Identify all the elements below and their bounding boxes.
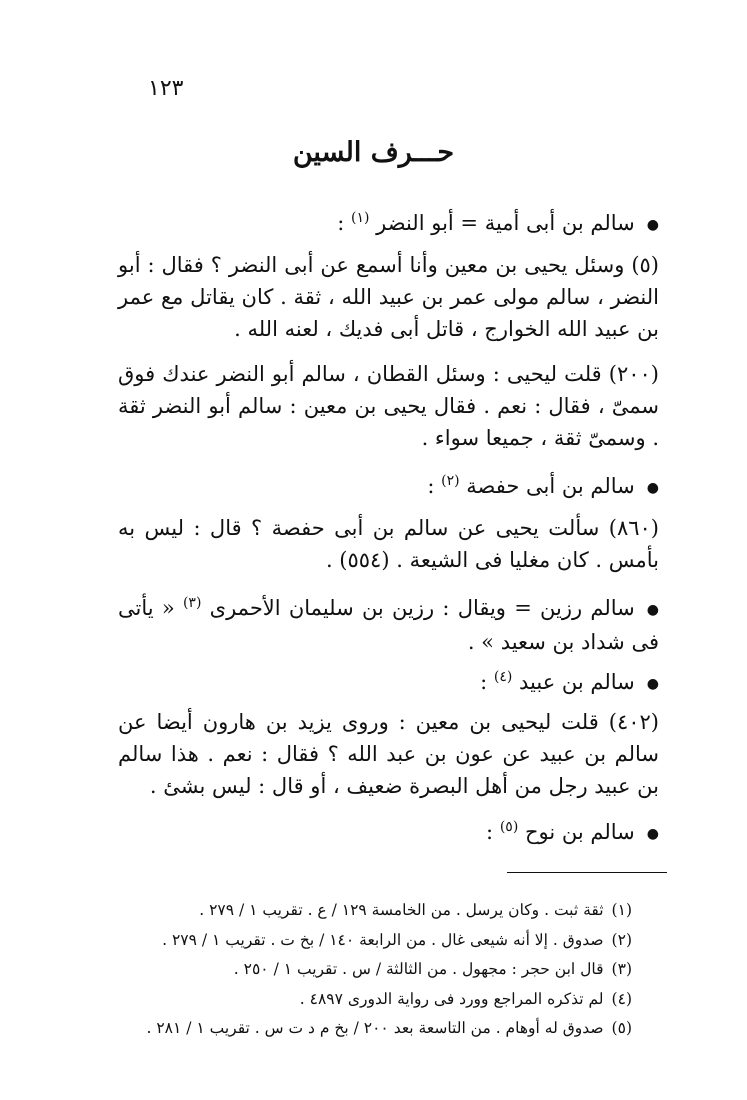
footnote — [120, 1014, 632, 1044]
footnote-ref: (٥) — [499, 819, 519, 835]
paragraph-number: (٥) — [631, 253, 659, 277]
paragraph — [118, 358, 659, 454]
entry-name: سالم بن أبى حفصة — [466, 474, 635, 498]
footnote — [120, 926, 632, 956]
footnote — [120, 955, 632, 985]
paragraph-number: (٢٠٠) — [608, 362, 659, 386]
footnote-marker: (٥) — [611, 1019, 632, 1037]
paragraph-number: (٨٦٠) — [608, 516, 659, 540]
footnote-divider — [507, 872, 667, 873]
bullet-icon: ● — [646, 216, 659, 233]
paragraph-text: وسئل يحيى بن معين وأنا أسمع عن أبى النضر ؟ فقال : أبو النضر ، سالم مولى عمر بن عبيد الله ، ثقة . كان يقاتل مع عمر بن عبيد الله الخوارج ، قاتل أبى فديك ، لعنه الله . — [118, 253, 659, 341]
footnote-text: ثقة ثبت . وكان يرسل . من الخامسة ١٢٩ / ع . تقريب ١ / ٢٧٩ . — [199, 901, 604, 919]
paragraph-text: قلت ليحيى بن معين : وروى يزيد بن هارون أيضا عن سالم بن عبيد عن عون بن عبد الله ؟ فقال : نعم . هذا سالم بن عبيد رجل من أهل البصرة ضعيف ، أو قال : ليس بشئ . — [118, 710, 659, 798]
entry-name: سالم بن أبى أمية = أبو النضر — [376, 211, 635, 235]
entry-heading — [120, 662, 659, 699]
footnote — [120, 985, 632, 1015]
entry-name: سالم رزين = ويقال : رزين بن سليمان الأحمرى — [209, 596, 635, 620]
entry-tail: : — [427, 474, 435, 498]
entry-heading — [120, 466, 659, 503]
footnote-marker: (١) — [611, 901, 632, 919]
entry-name: سالم بن عبيد — [519, 670, 635, 694]
entry-tail: : — [480, 670, 488, 694]
footnote-marker: (٣) — [611, 960, 632, 978]
footnote — [120, 896, 632, 926]
entry-tail: : — [337, 211, 345, 235]
paragraph-number: (٤٠٢) — [608, 710, 659, 734]
footnotes — [120, 896, 632, 1044]
chapter-title: حـــرف السين — [292, 137, 455, 168]
footnote-ref: (٣) — [182, 595, 202, 611]
footnote-text: قال ابن حجر : مجهول . من الثالثة / س . تقريب ١ / ٢٥٠ . — [233, 960, 604, 978]
entry-heading — [118, 587, 659, 658]
entry-tail: : — [486, 820, 494, 844]
bullet-icon: ● — [646, 675, 659, 692]
page-number: ١٢٣ — [148, 76, 184, 101]
entry-tail: « يأتى فى شداد بن سعيد » . — [118, 596, 659, 654]
entry-name: سالم بن نوح — [524, 820, 635, 844]
paragraph — [118, 706, 659, 802]
footnote-marker: (٢) — [611, 930, 632, 949]
bullet-icon: ● — [646, 601, 659, 618]
entry-heading — [120, 812, 659, 849]
entry-heading — [120, 203, 659, 240]
paragraph — [118, 249, 659, 345]
footnote-ref: (٢) — [441, 473, 460, 489]
paragraph-text: سألت يحيى عن سالم بن أبى حفصة ؟ قال : ليس به بأمس . كان مغليا فى الشيعة . (٥٥٤) . — [118, 516, 659, 572]
footnote-ref: (٤) — [493, 669, 513, 685]
paragraph-text: قلت ليحيى : وسئل القطان ، سالم أبو النضر عندك فوق سمىّ ، فقال : نعم . فقال يحيى بن معين : سالم أبو النضر ثقة . وسمىّ ثقة ، جميعا سواء . — [118, 362, 659, 450]
footnote-marker: (٤) — [611, 989, 632, 1008]
footnote-ref: (١) — [351, 210, 370, 226]
footnote-text: صدوق له أوهام . من التاسعة بعد ٢٠٠ / بخ م د ت س . تقريب ١ / ٢٨١ . — [146, 1019, 604, 1037]
bullet-icon: ● — [646, 479, 659, 496]
paragraph — [118, 512, 659, 576]
bullet-icon: ● — [646, 825, 659, 842]
footnote-text: صدوق . إلا أنه شيعى غال . من الرابعة ١٤٠ / بخ ت . تقريب ١ / ٢٧٩ . — [162, 930, 604, 949]
footnote-text: لم تذكره المراجع وورد فى رواية الدورى ٤٨٩٧ . — [299, 989, 604, 1008]
